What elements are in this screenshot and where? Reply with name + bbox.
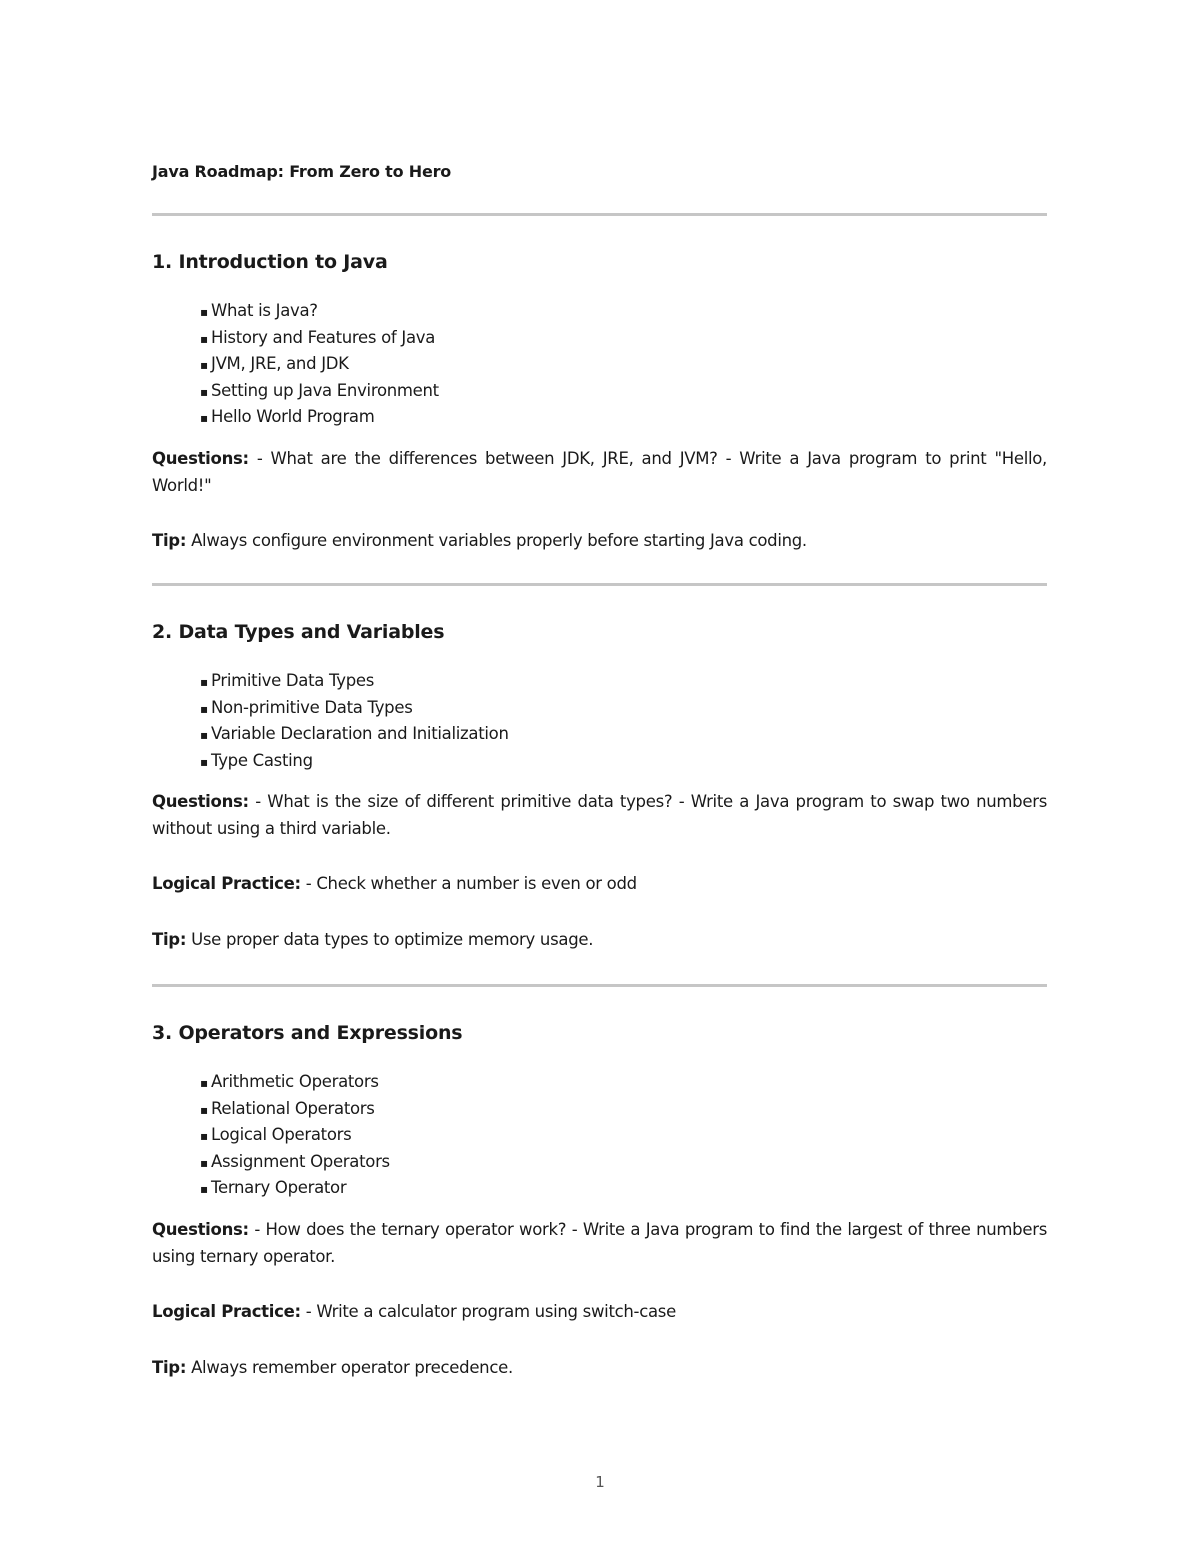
- list-item: ▪ Type Casting: [200, 748, 1047, 775]
- list-item: ▪ Ternary Operator: [200, 1175, 1047, 1202]
- bullet-icon: ▪: [200, 701, 208, 716]
- divider: [152, 984, 1047, 987]
- questions-label: Questions:: [152, 792, 249, 812]
- practice-paragraph: [152, 1298, 1047, 1325]
- bullet-icon: ▪: [200, 305, 208, 319]
- bullet-icon: ▪: [200, 384, 208, 399]
- questions-label: Questions:: [152, 448, 249, 468]
- tip-paragraph: [152, 1354, 1047, 1381]
- divider: [152, 583, 1047, 586]
- practice-text: - Write a calculator program using switch-case: [300, 1301, 676, 1321]
- questions-paragraph: [152, 445, 1047, 499]
- bullet-icon: ▪: [200, 675, 208, 689]
- section-heading: 3. Operators and Expressions: [152, 1022, 463, 1044]
- tip-label: Tip:: [152, 530, 187, 550]
- bullet-icon: ▪: [200, 411, 208, 426]
- tip-paragraph: [152, 527, 1047, 554]
- topic-list: [152, 298, 1047, 431]
- list-item: ▪ Logical Operators: [200, 1122, 1047, 1149]
- practice-text: - Check whether a number is even or odd: [300, 874, 637, 894]
- list-item: ▪ Non-primitive Data Types: [200, 695, 1047, 722]
- list-item: ▪ Variable Declaration and Initialization: [200, 721, 1047, 748]
- questions-paragraph: [152, 788, 1047, 842]
- list-item: ▪ Arithmetic Operators: [200, 1069, 1047, 1096]
- practice-label: Logical Practice:: [152, 1301, 301, 1321]
- topic-list: [152, 1069, 1047, 1202]
- tip-text: Always configure environment variables properly before starting Java coding.: [186, 530, 807, 550]
- bullet-icon: ▪: [200, 1129, 208, 1144]
- tip-paragraph: [152, 926, 1047, 953]
- questions-text: - How does the ternary operator work? - Write a Java program to find the largest of three numbers using ternary operator.: [152, 1219, 1047, 1266]
- list-item: ▪ Primitive Data Types: [200, 668, 1047, 695]
- topic-list: [152, 668, 1047, 774]
- section-introduction: [152, 250, 1047, 554]
- list-item: ▪ Relational Operators: [200, 1096, 1047, 1123]
- list-item: ▪ JVM, JRE, and JDK: [200, 351, 1047, 378]
- practice-paragraph: [152, 870, 1047, 897]
- list-item: ▪ History and Features of Java: [200, 325, 1047, 352]
- list-item: ▪ Hello World Program: [200, 404, 1047, 431]
- bullet-icon: ▪: [200, 1102, 208, 1117]
- bullet-icon: ▪: [200, 754, 208, 769]
- tip-label: Tip:: [152, 1357, 187, 1377]
- section-heading: 1. Introduction to Java: [152, 251, 388, 273]
- list-item: ▪ What is Java?: [200, 298, 1047, 325]
- divider: [152, 213, 1047, 216]
- list-item: ▪ Assignment Operators: [200, 1149, 1047, 1176]
- bullet-icon: ▪: [200, 1155, 208, 1170]
- list-item: ▪ Setting up Java Environment: [200, 378, 1047, 405]
- bullet-icon: ▪: [200, 1182, 208, 1197]
- bullet-icon: ▪: [200, 728, 208, 743]
- document-title: Java Roadmap: From Zero to Hero: [152, 162, 452, 181]
- bullet-icon: ▪: [200, 331, 208, 346]
- tip-label: Tip:: [152, 930, 187, 950]
- section-data-types: [152, 620, 1047, 953]
- page-number: 1: [595, 1473, 605, 1491]
- practice-label: Logical Practice:: [152, 874, 301, 894]
- questions-text: - What is the size of different primitive data types? - Write a Java program to swap two numbers without using a third variable.: [152, 792, 1047, 839]
- section-operators: [152, 1021, 1047, 1381]
- bullet-icon: ▪: [200, 358, 208, 373]
- questions-text: - What are the differences between JDK, JRE, and JVM? - Write a Java program to print "Hello, World!": [152, 448, 1047, 495]
- section-heading: 2. Data Types and Variables: [152, 621, 445, 643]
- tip-text: Use proper data types to optimize memory usage.: [186, 930, 594, 950]
- bullet-icon: ▪: [200, 1076, 208, 1090]
- questions-paragraph: [152, 1216, 1047, 1270]
- tip-text: Always remember operator precedence.: [186, 1357, 513, 1377]
- questions-label: Questions:: [152, 1219, 249, 1239]
